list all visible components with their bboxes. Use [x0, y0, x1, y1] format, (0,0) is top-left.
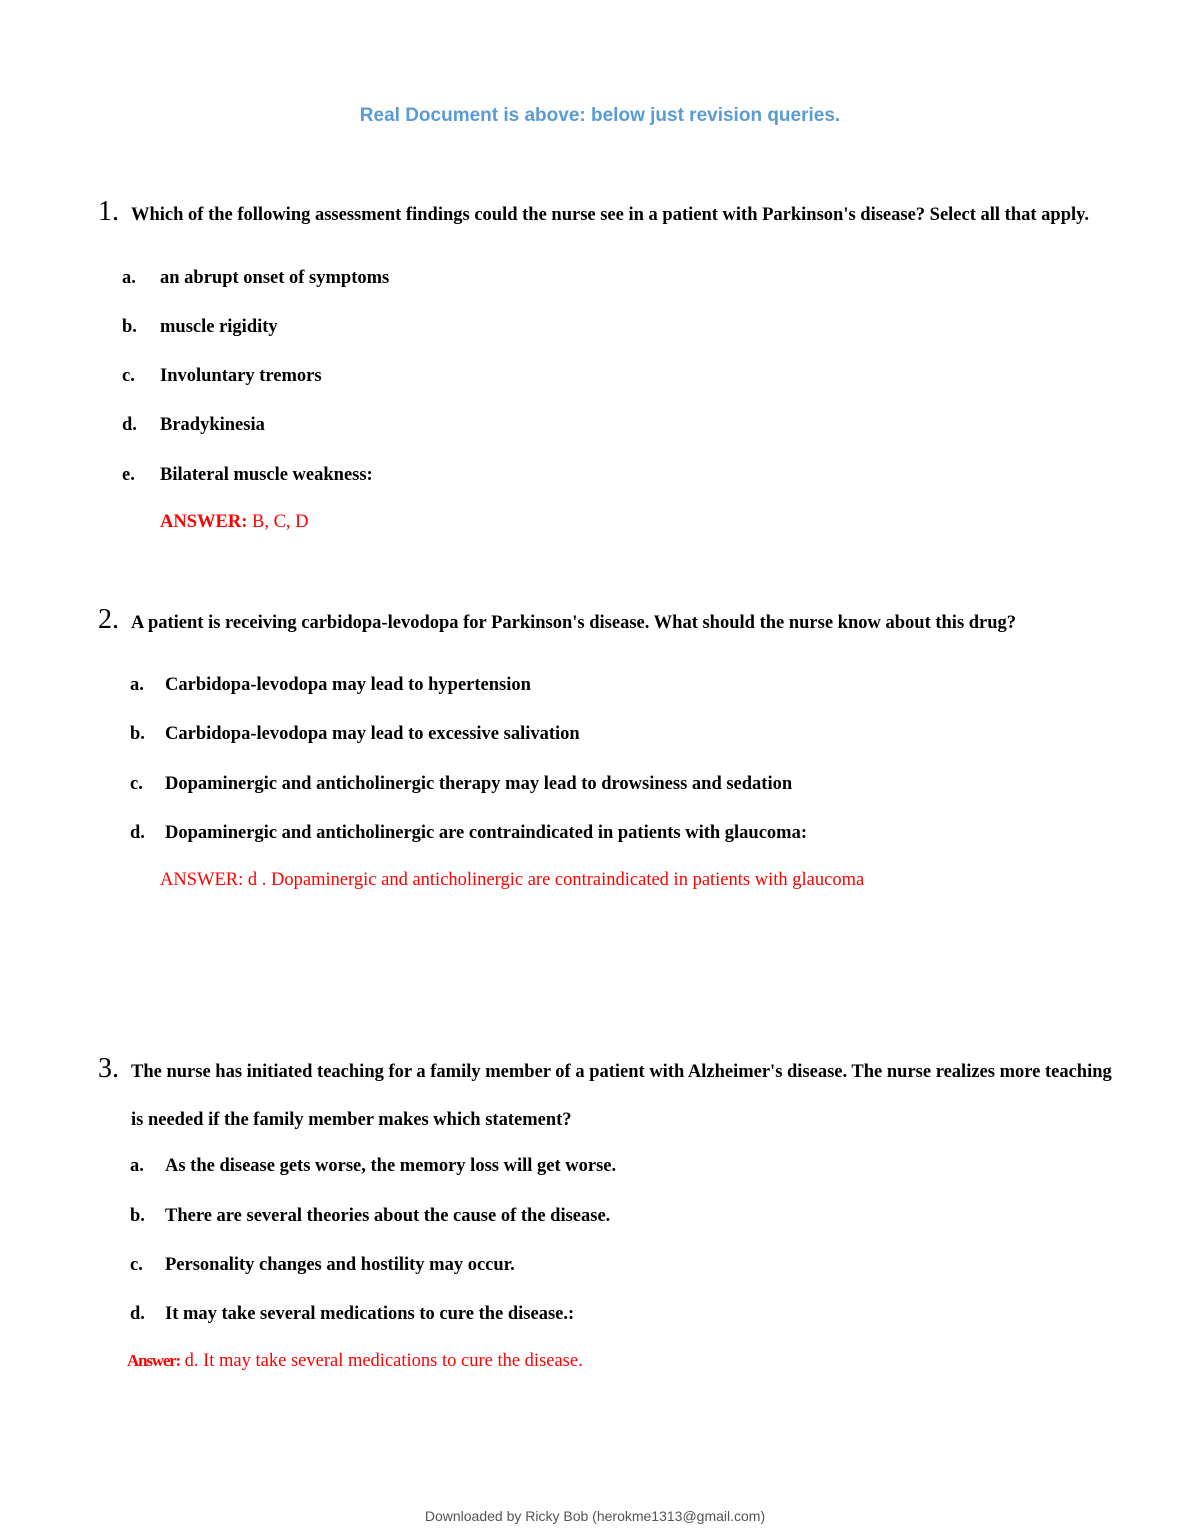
- option-text: Personality changes and hostility may occur.: [165, 1255, 515, 1275]
- option-text: As the disease gets worse, the memory loss will get worse.: [165, 1156, 617, 1176]
- option-text: an abrupt onset of symptoms: [160, 268, 390, 288]
- question-text: A patient is receiving carbidopa-levodopa for Parkinson's disease. What should the nurse know about this drug?: [131, 613, 1017, 633]
- option-text: muscle rigidity: [160, 317, 278, 337]
- option-letter: b.: [122, 317, 137, 337]
- option-letter: c.: [122, 366, 135, 386]
- option-letter: a.: [122, 268, 136, 288]
- option-letter: a.: [130, 675, 144, 695]
- answer-line: [127, 1351, 583, 1372]
- question-number: 3.: [98, 1053, 119, 1084]
- option-letter: c.: [130, 1255, 143, 1275]
- question-text-line-1: The nurse has initiated teaching for a family member of a patient with Alzheimer's disease. The nurse realizes more teaching: [131, 1062, 1112, 1082]
- option-letter: e.: [122, 465, 135, 485]
- option-letter: c.: [130, 774, 143, 794]
- answer-value: d. It may take several medications to cure the disease.: [179, 1351, 583, 1371]
- option-text: Carbidopa-levodopa may lead to excessive salivation: [165, 724, 580, 744]
- answer-value: B, C, D: [247, 512, 309, 532]
- option-letter: b.: [130, 1206, 145, 1226]
- option-text: It may take several medications to cure the disease.:: [165, 1304, 575, 1324]
- option-letter: d.: [130, 823, 145, 843]
- option-text: Involuntary tremors: [160, 366, 322, 386]
- option-letter: a.: [130, 1156, 144, 1176]
- question-text: Which of the following assessment findings could the nurse see in a patient with Parkinson's disease? Select all that apply.: [131, 205, 1089, 225]
- question-number: 1.: [98, 196, 119, 227]
- download-footer: Downloaded by Ricky Bob (herokme1313@gmail.com): [424, 1508, 766, 1524]
- answer-label: ANSWER:: [160, 512, 248, 532]
- option-letter: d.: [130, 1304, 145, 1324]
- revision-header-note: Real Document is above: below just revision queries.: [359, 105, 841, 126]
- option-letter: b.: [130, 724, 145, 744]
- option-text: Bilateral muscle weakness:: [160, 465, 373, 485]
- answer-label: Answer:: [127, 1351, 180, 1370]
- option-text: Carbidopa-levodopa may lead to hypertension: [165, 675, 531, 695]
- answer-line: [160, 512, 309, 533]
- answer-line: [160, 870, 864, 891]
- question-number: 2.: [98, 604, 119, 635]
- option-text: Dopaminergic and anticholinergic therapy may lead to drowsiness and sedation: [165, 774, 793, 794]
- answer-value: ANSWER: d . Dopaminergic and anticholinergic are contraindicated in patients with glaucoma: [160, 870, 865, 890]
- option-text: Dopaminergic and anticholinergic are contraindicated in patients with glaucoma:: [165, 823, 807, 843]
- option-text: Bradykinesia: [160, 415, 265, 435]
- option-letter: d.: [122, 415, 137, 435]
- option-text: There are several theories about the cause of the disease.: [165, 1206, 611, 1226]
- question-text-line-2: is needed if the family member makes which statement?: [131, 1110, 572, 1130]
